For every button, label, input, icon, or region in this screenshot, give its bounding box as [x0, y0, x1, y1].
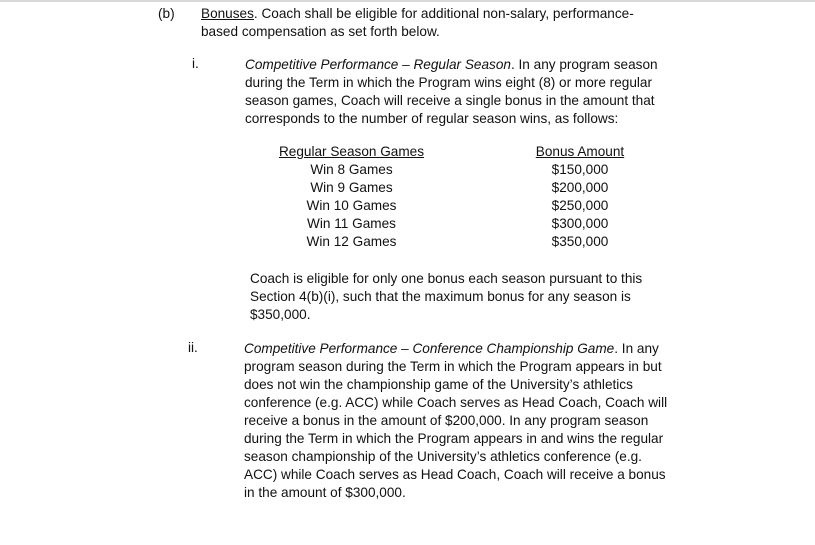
item-ii-line: during the Term in which the Program appears in and wins the regular	[244, 431, 664, 446]
note-line: $350,000.	[250, 307, 311, 322]
item-ii-line: receive a bonus in the amount of $200,000. In any program season	[244, 413, 649, 428]
table-cell-games: Win 11 Games	[307, 216, 396, 231]
page-top-border	[0, 0, 815, 2]
item-ii-paragraph	[244, 340, 667, 502]
table-cell-amount: $300,000	[551, 216, 609, 231]
item-ii-marker: ii.	[188, 340, 198, 355]
item-ii-title-after: . In any	[614, 341, 659, 356]
item-ii-line: does not win the championship game of the University’s athletics	[244, 377, 633, 392]
item-ii-line: in the amount of $300,000.	[244, 485, 406, 500]
item-ii-line: ACC) while Coach serves as Head Coach, Coach will receive a bonus	[244, 467, 666, 482]
table-cell-games: Win 12 Games	[306, 234, 397, 249]
item-ii-line: conference (e.g. ACC) while Coach serves as Head Coach, Coach will	[244, 395, 668, 410]
table-cell-amount: $250,000	[551, 198, 609, 213]
table-cell-games: Win 9 Games	[310, 180, 393, 195]
item-i-title: Competitive Performance – Regular Season	[245, 57, 511, 72]
table-cell-amount: $150,000	[551, 162, 609, 177]
item-ii-line-1	[244, 340, 667, 358]
note-line: Section 4(b)(i), such that the maximum bonus for any season is	[250, 289, 631, 304]
table-column-games	[277, 143, 426, 251]
table-header-amount: Bonus Amount	[535, 144, 625, 159]
item-ii-title: Competitive Performance – Conference Championship Game	[244, 341, 615, 356]
table-cell-games: Win 8 Games	[310, 162, 393, 177]
section-b-intro	[201, 5, 634, 41]
section-marker-b: (b)	[158, 6, 175, 21]
section-b-heading: Bonuses	[201, 6, 254, 21]
section-b-intro-text: . Coach shall be eligible for additional non-salary, performance-	[253, 6, 634, 21]
item-i-note	[250, 270, 642, 324]
note-line: Coach is eligible for only one bonus each season pursuant to this	[250, 271, 643, 286]
table-column-amount	[529, 143, 631, 251]
item-i-line: season games, Coach will receive a single bonus in the amount that	[245, 93, 655, 108]
section-b-line-2: based compensation as set forth below.	[201, 24, 440, 39]
item-i-line: corresponds to the number of regular season wins, as follows:	[245, 111, 619, 126]
item-i-marker: i.	[192, 56, 199, 71]
table-cell-amount: $200,000	[551, 180, 609, 195]
item-ii-line: season championship of the University’s athletics conference (e.g.	[244, 449, 642, 464]
section-b-line-1	[201, 5, 634, 23]
item-i-paragraph	[245, 56, 658, 128]
item-i-title-after: . In any program season	[510, 57, 658, 72]
item-i-line: during the Term in which the Program wins eight (8) or more regular	[245, 75, 652, 90]
table-cell-amount: $350,000	[551, 234, 609, 249]
table-cell-games: Win 10 Games	[306, 198, 397, 213]
item-i-line-1	[245, 56, 658, 74]
item-ii-line: program season during the Term in which the Program appears in but	[244, 359, 662, 374]
table-header-games: Regular Season Games	[278, 144, 425, 159]
